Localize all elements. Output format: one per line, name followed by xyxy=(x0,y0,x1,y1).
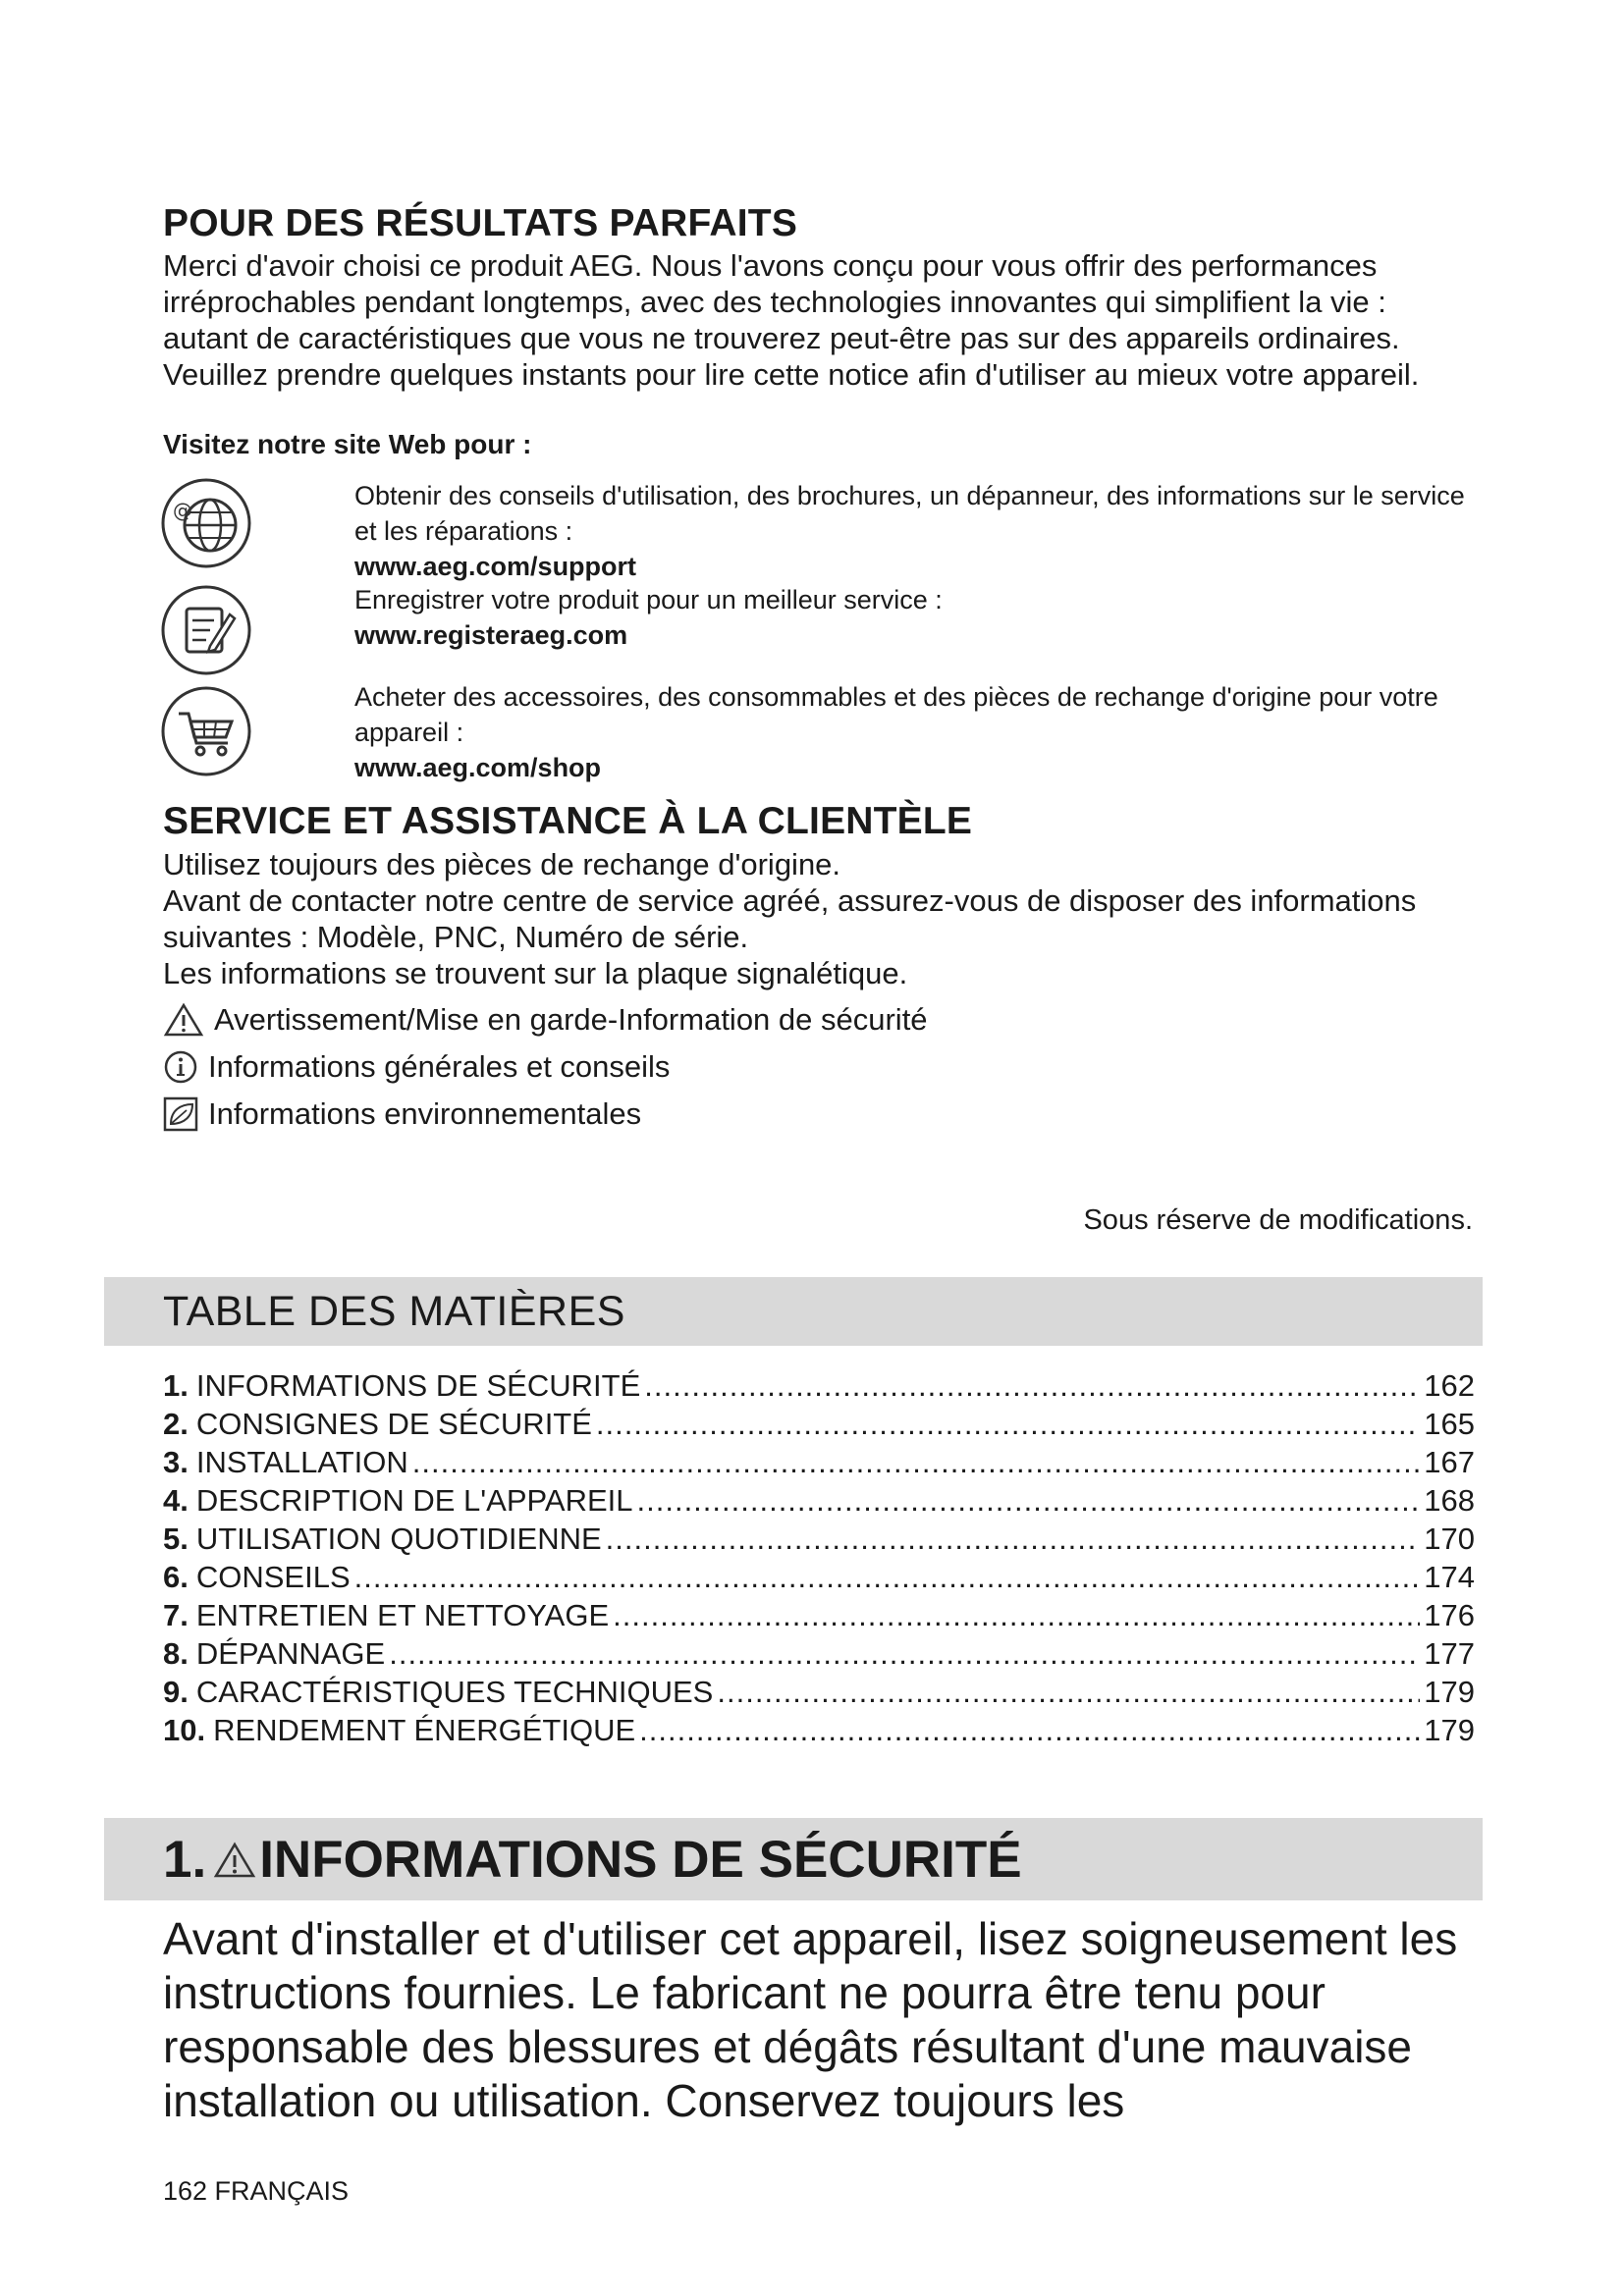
toc-page: 168 xyxy=(1424,1483,1475,1518)
toc-label: CONSEILS xyxy=(195,1560,351,1594)
toc-item[interactable] xyxy=(163,1481,1475,1520)
legend-info-label: Informations générales et conseils xyxy=(208,1049,671,1084)
toc-page: 179 xyxy=(1424,1713,1475,1747)
toc-dots xyxy=(613,1596,1420,1634)
toc-dots xyxy=(389,1634,1420,1673)
heading-perfect-results: POUR DES RÉSULTATS PARFAITS xyxy=(163,202,798,244)
toc-dots xyxy=(717,1673,1420,1711)
page-footer: 162 FRANÇAIS xyxy=(163,2176,350,2206)
legend-info xyxy=(163,1047,670,1087)
cart-icon xyxy=(159,684,253,778)
warning-icon xyxy=(212,1841,257,1880)
toc-num: 8. xyxy=(163,1636,189,1671)
toc-page: 179 xyxy=(1424,1675,1475,1709)
globe-icon xyxy=(159,476,253,570)
toc-item[interactable] xyxy=(163,1558,1475,1596)
toc-label: RENDEMENT ÉNERGÉTIQUE xyxy=(213,1713,636,1747)
toc-label: CARACTÉRISTIQUES TECHNIQUES xyxy=(195,1675,714,1709)
toc-label: UTILISATION QUOTIDIENNE xyxy=(195,1522,602,1556)
toc-num: 6. xyxy=(163,1560,189,1594)
toc-num: 3. xyxy=(163,1445,189,1479)
toc-item[interactable] xyxy=(163,1366,1475,1405)
toc-page: 177 xyxy=(1424,1636,1475,1671)
info-icon xyxy=(163,1049,198,1085)
service-line: Avant de contacter notre centre de service agréé, assurez-vous de disposer des informations suivantes : Modèle, PNC, Numéro de série. xyxy=(163,883,1417,954)
toc-dots xyxy=(644,1366,1420,1405)
legend-warning-label: Avertissement/Mise en garde-Information de sécurité xyxy=(214,1002,928,1037)
safety-paragraph: Avant d'installer et d'utiliser cet appareil, lisez soigneusement les instructions fournies. Le fabricant ne pourra être tenu pour responsable des blessures et dégâts résultant d'une mauvaise installation ou utilisation. Conservez toujours les xyxy=(163,1913,1458,2126)
reserve-note: Sous réserve de modifications. xyxy=(1083,1204,1473,1236)
register-text: Enregistrer votre produit pour un meilleur service : xyxy=(354,585,943,614)
shop-text: Acheter des accessoires, des consommables et des pièces de rechange d'origine pour votre appareil : xyxy=(354,682,1438,747)
safety-heading-number: 1. xyxy=(163,1831,207,1889)
toc-num: 5. xyxy=(163,1522,189,1556)
toc-num: 9. xyxy=(163,1675,189,1709)
shop-link[interactable]: www.aeg.com/shop xyxy=(354,753,602,782)
toc-num: 1. xyxy=(163,1368,189,1403)
svg-text:@: @ xyxy=(173,499,192,522)
service-line: Les informations se trouvent sur la plaque signalétique. xyxy=(163,956,908,990)
toc-item[interactable] xyxy=(163,1443,1475,1481)
toc-dots xyxy=(354,1558,1421,1596)
intro-paragraph: Merci d'avoir choisi ce produit AEG. Nous l'avons conçu pour vous offrir des performances irréprochables pendant longtemps, avec des technologies innovantes qui simplifient la vie : autant de caractéristiques que vous ne trouverez peut-être pas sur des appareils ordinaires. Veuillez prendre quelques instants pour lire cette notice afin d'utiliser au mieux votre appareil. xyxy=(163,248,1420,392)
toc-dots xyxy=(639,1711,1420,1749)
toc-label: INFORMATIONS DE SÉCURITÉ xyxy=(195,1368,641,1403)
register-link[interactable]: www.registeraeg.com xyxy=(354,620,628,650)
toc-item[interactable] xyxy=(163,1711,1475,1749)
toc-item[interactable] xyxy=(163,1596,1475,1634)
toc-page: 162 xyxy=(1424,1368,1475,1403)
link-block-support xyxy=(354,478,1484,584)
table-of-contents xyxy=(163,1366,1475,1749)
toc-label: DESCRIPTION DE L'APPAREIL xyxy=(195,1483,633,1518)
toc-page: 170 xyxy=(1424,1522,1475,1556)
toc-page: 176 xyxy=(1424,1598,1475,1632)
support-text: Obtenir des conseils d'utilisation, des brochures, un dépanneur, des informations sur le service et les réparations : xyxy=(354,481,1465,546)
toc-item[interactable] xyxy=(163,1405,1475,1443)
heading-service: SERVICE ET ASSISTANCE À LA CLIENTÈLE xyxy=(163,800,973,842)
toc-label: ENTRETIEN ET NETTOYAGE xyxy=(195,1598,610,1632)
toc-label: DÉPANNAGE xyxy=(195,1636,386,1671)
legend-environment xyxy=(163,1095,641,1134)
toc-label: CONSIGNES DE SÉCURITÉ xyxy=(195,1407,592,1441)
toc-page: 174 xyxy=(1424,1560,1475,1594)
toc-dots xyxy=(606,1520,1421,1558)
leaf-icon xyxy=(163,1096,198,1132)
toc-dots xyxy=(637,1481,1421,1520)
toc-dots xyxy=(412,1443,1421,1481)
toc-num: 10. xyxy=(163,1713,206,1747)
service-line: Utilisez toujours des pièces de rechange d'origine. xyxy=(163,847,841,881)
toc-label: INSTALLATION xyxy=(195,1445,408,1479)
safety-heading-label: INFORMATIONS DE SÉCURITÉ xyxy=(259,1831,1022,1889)
toc-dots xyxy=(596,1405,1420,1443)
toc-item[interactable] xyxy=(163,1634,1475,1673)
safety-heading xyxy=(163,1830,1022,1890)
link-block-shop xyxy=(354,679,1484,785)
toc-num: 2. xyxy=(163,1407,189,1441)
link-block-register xyxy=(354,582,1484,653)
legend-warning xyxy=(163,1000,928,1040)
support-link[interactable]: www.aeg.com/support xyxy=(354,552,637,581)
toc-num: 7. xyxy=(163,1598,189,1632)
service-paragraph xyxy=(163,846,1479,991)
register-icon xyxy=(159,583,253,677)
toc-item[interactable] xyxy=(163,1520,1475,1558)
legend-environment-label: Informations environnementales xyxy=(208,1096,642,1131)
toc-title: TABLE DES MATIÈRES xyxy=(163,1288,625,1335)
toc-num: 4. xyxy=(163,1483,189,1518)
visit-label: Visitez notre site Web pour : xyxy=(163,429,532,459)
toc-page: 165 xyxy=(1424,1407,1475,1441)
toc-page: 167 xyxy=(1424,1445,1475,1479)
warning-icon xyxy=(163,1002,204,1038)
toc-item[interactable] xyxy=(163,1673,1475,1711)
